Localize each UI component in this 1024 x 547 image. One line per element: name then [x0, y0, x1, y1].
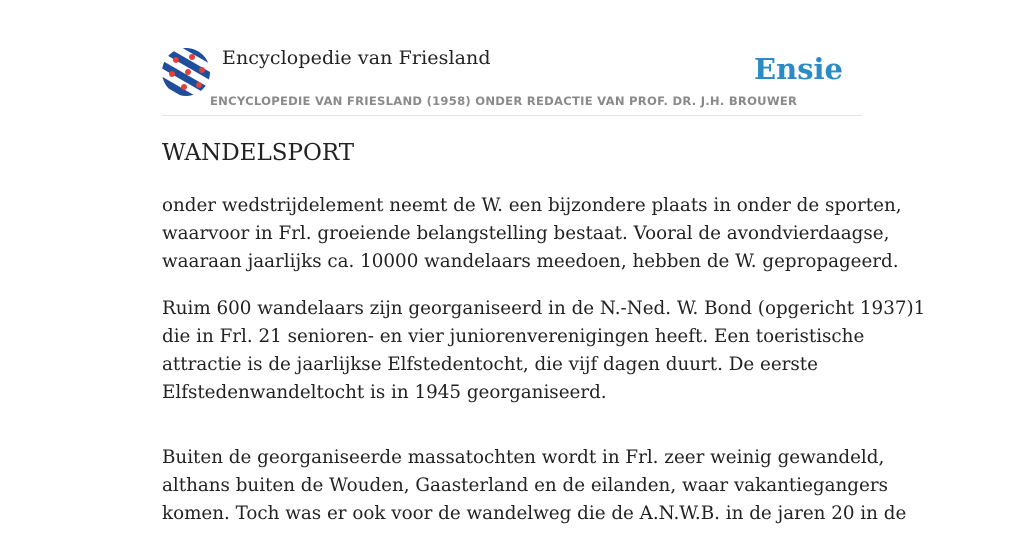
article-paragraph [162, 444, 907, 528]
paragraph-line: Ruim 600 wandelaars zijn georganiseerd in de N.-Ned. W. Bond (opgericht 1937)1 [162, 298, 926, 319]
paragraph-line: waarvoor in Frl. groeiende belangstelling bestaat. Vooral de avondvierdaagse, [162, 223, 890, 244]
ensie-logo-link[interactable]: Ensie [754, 52, 843, 86]
site-header [162, 46, 862, 116]
article-paragraph [162, 295, 926, 407]
frisian-flag-icon[interactable] [162, 48, 210, 96]
encyclopedia-subtitle: ENCYCLOPEDIE VAN FRIESLAND (1958) ONDER REDACTIE VAN PROF. DR. J.H. BROUWER [210, 94, 798, 108]
paragraph-line: komen. Toch was er ook voor de wandelweg die de A.N.W.B. in de jaren 20 in de [162, 503, 907, 524]
paragraph-line: onder wedstrijdelement neemt de W. een bijzondere plaats in onder de sporten, [162, 195, 902, 216]
article-paragraph [162, 192, 902, 276]
site-title[interactable]: Encyclopedie van Friesland [222, 47, 491, 69]
paragraph-line: die in Frl. 21 senioren- en vier juniorenverenigingen heeft. Een toeristische [162, 326, 865, 347]
article-title: WANDELSPORT [162, 140, 355, 166]
paragraph-line: waaraan jaarlijks ca. 10000 wandelaars meedoen, hebben de W. gepropageerd. [162, 251, 899, 272]
paragraph-line: attractie is de jaarlijkse Elfstedentocht, die vijf dagen duurt. De eerste [162, 354, 818, 375]
paragraph-line: Elfstedenwandeltocht is in 1945 georganiseerd. [162, 382, 607, 403]
header-divider [162, 115, 862, 116]
article-body [162, 192, 926, 547]
paragraph-line: althans buiten de Wouden, Gaasterland en de eilanden, waar vakantiegangers [162, 475, 888, 496]
paragraph-line: Buiten de georganiseerde massatochten wordt in Frl. zeer weinig gewandeld, [162, 447, 885, 468]
